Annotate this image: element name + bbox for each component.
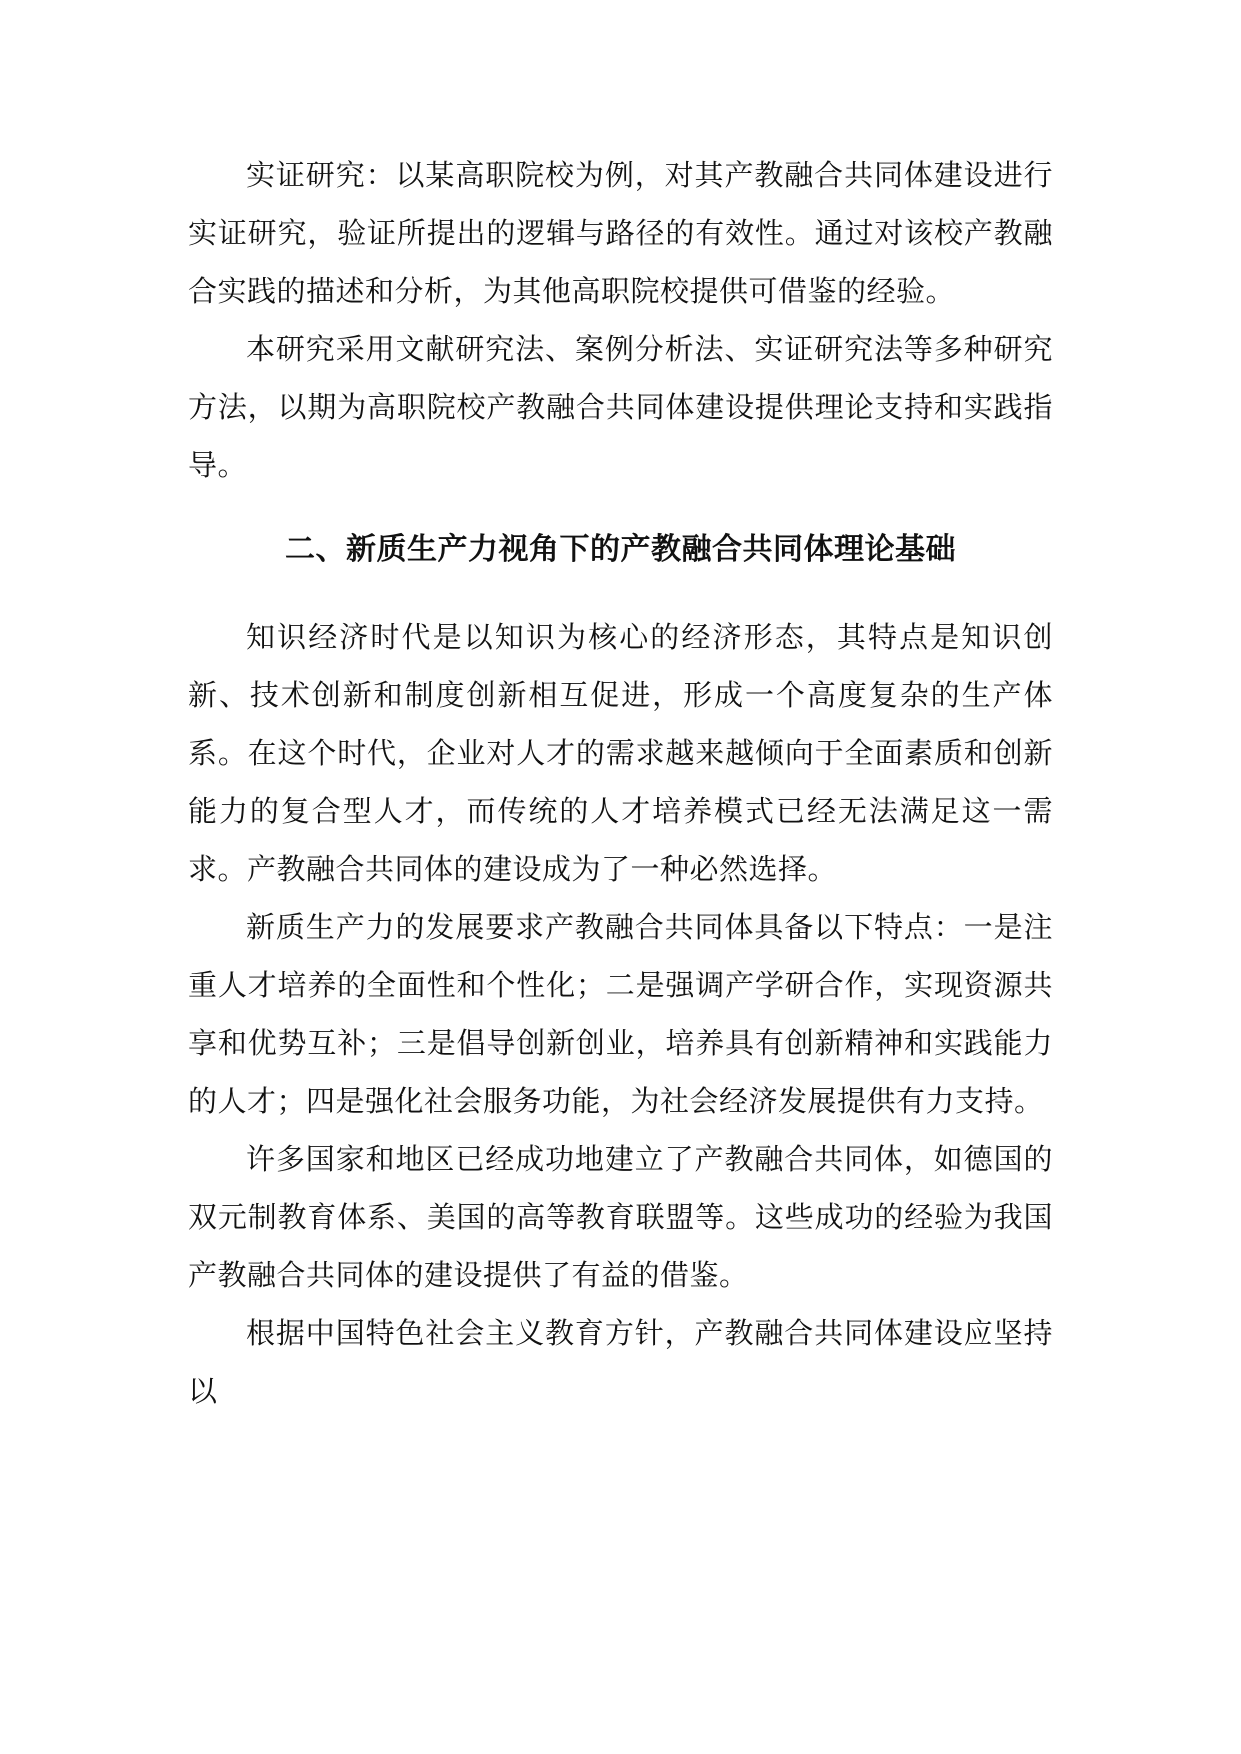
- paragraph-new-productivity-requirements: 新质生产力的发展要求产教融合共同体具备以下特点：一是注重人才培养的全面性和个性化；二是强调产学研合作，实现资源共享和优势互补；三是倡导创新创业，培养具有创新精神和实践能力的人才；四是强化社会服务功能，为社会经济发展提供有力支持。: [188, 910, 1053, 1118]
- document-body: [188, 146, 1053, 1420]
- paragraph-international-experience: 许多国家和地区已经成功地建立了产教融合共同体，如德国的双元制教育体系、美国的高等教育联盟等。这些成功的经验为我国产教融合共同体的建设提供了有益的借鉴。: [188, 1142, 1053, 1292]
- section-heading: 二、新质生产力视角下的产教融合共同体理论基础: [285, 532, 956, 567]
- paragraph-research-methods: 本研究采用文献研究法、案例分析法、实证研究法等多种研究方法，以期为高职院校产教融合共同体建设提供理论支持和实践指导。: [188, 332, 1053, 482]
- paragraph-knowledge-economy: 知识经济时代是以知识为核心的经济形态，其特点是知识创新、技术创新和制度创新相互促进，形成一个高度复杂的生产体系。在这个时代，企业对人才的需求越来越倾向于全面素质和创新能力的复合型人才，而传统的人才培养模式已经无法满足这一需求。产教融合共同体的建设成为了一种必然选择。: [188, 620, 1053, 886]
- paragraph-empirical-research: 实证研究：以某高职院校为例，对其产教融合共同体建设进行实证研究，验证所提出的逻辑与路径的有效性。通过对该校产教融合实践的描述和分析，为其他高职院校提供可借鉴的经验。: [188, 158, 1053, 308]
- paragraph-education-policy: 根据中国特色社会主义教育方针，产教融合共同体建设应坚持以: [188, 1316, 1053, 1408]
